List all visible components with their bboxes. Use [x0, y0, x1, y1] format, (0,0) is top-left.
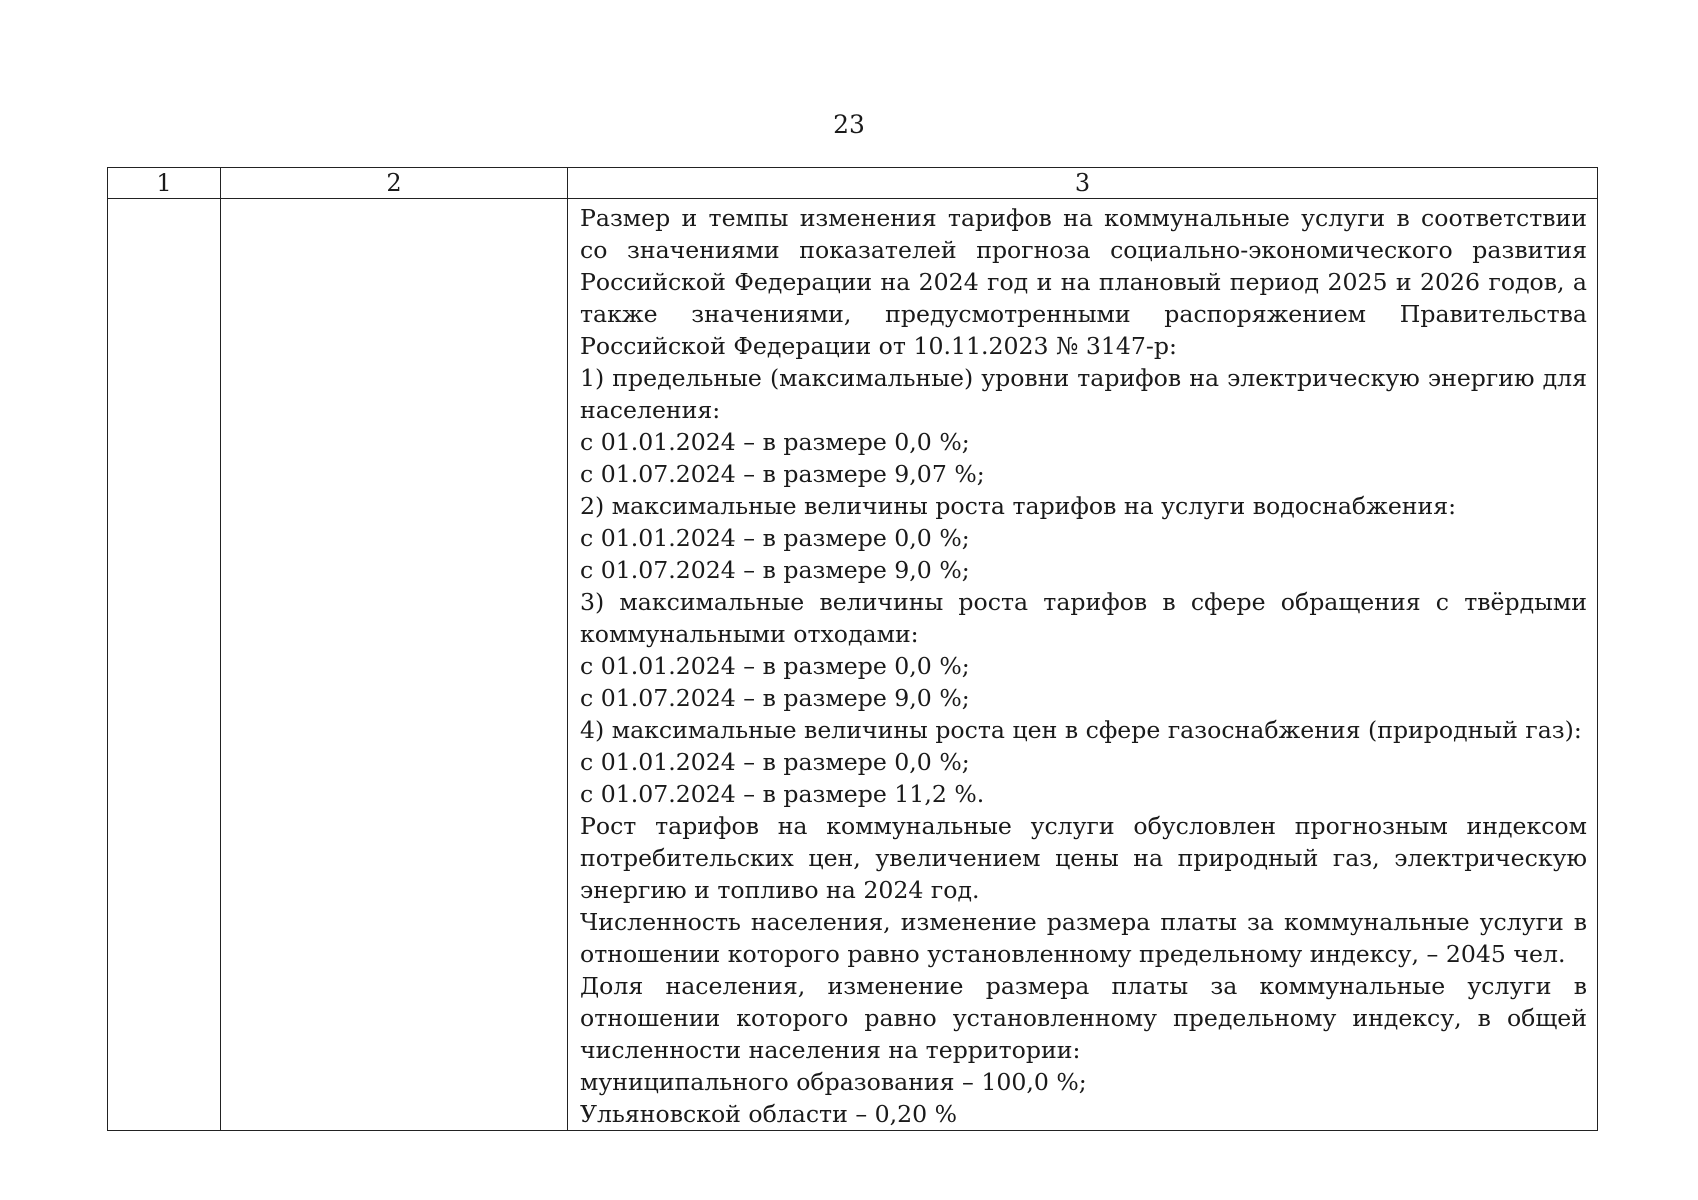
paragraph: с 01.01.2024 – в размере 0,0 %; [580, 748, 970, 776]
paragraph: с 01.07.2024 – в размере 9,0 %; [580, 556, 970, 584]
paragraph: муниципального образования – 100,0 %; [580, 1068, 1087, 1096]
table-row [108, 199, 1598, 1131]
cell-col3 [568, 199, 1598, 1131]
paragraph: с 01.01.2024 – в размере 0,0 %; [580, 524, 970, 552]
cell-col2 [221, 199, 568, 1131]
paragraph: с 01.07.2024 – в размере 9,07 %; [580, 460, 985, 488]
paragraph: 2) максимальные величины роста тарифов на услуги водоснабжения: [580, 492, 1457, 520]
cell-col1 [108, 199, 221, 1131]
table-header-row [108, 168, 1598, 199]
column-header-3: 3 [568, 168, 1598, 199]
paragraph: 4) максимальные величины роста цен в сфере газоснабжения (природный газ): [580, 716, 1582, 744]
paragraph: Численность населения, изменение размера платы за коммунальные услуги в отношении которого равно установленному предельному индексу, – 2045 чел. [580, 908, 1587, 968]
paragraph: 3) максимальные величины роста тарифов в сфере обращения с твёрдыми коммунальными отходами: [580, 588, 1587, 648]
paragraph: Доля населения, изменение размера платы за коммунальные услуги в отношении которого равно установленному предельному индексу, в общей численности населения на территории: [580, 972, 1587, 1064]
paragraph: с 01.07.2024 – в размере 11,2 %. [580, 780, 985, 808]
column-header-1: 1 [108, 168, 221, 199]
page-number: 23 [833, 110, 865, 139]
paragraph: Ульяновской области – 0,20 % [580, 1100, 958, 1128]
column-header-2: 2 [221, 168, 568, 199]
paragraph: 1) предельные (максимальные) уровни тарифов на электрическую энергию для населения: [580, 364, 1587, 424]
paragraph: с 01.01.2024 – в размере 0,0 %; [580, 428, 970, 456]
paragraph: с 01.01.2024 – в размере 0,0 %; [580, 652, 970, 680]
paragraph: Рост тарифов на коммунальные услуги обусловлен прогнозным индексом потребительских цен, увеличением цены на природный газ, электрическую энергию и топливо на 2024 год. [580, 812, 1587, 904]
document-table [107, 167, 1598, 1131]
paragraph: Размер и темпы изменения тарифов на коммунальные услуги в соответствии со значениями показателей прогноза социально-экономического развития Российской Федерации на 2024 год и на плановый период 2025 и 2026 годов, а также значениями, предусмотренными распоряжением Правительства Российской Федерации от 10.11.2023 № 3147-р: [580, 204, 1587, 360]
paragraph: с 01.07.2024 – в размере 9,0 %; [580, 684, 970, 712]
